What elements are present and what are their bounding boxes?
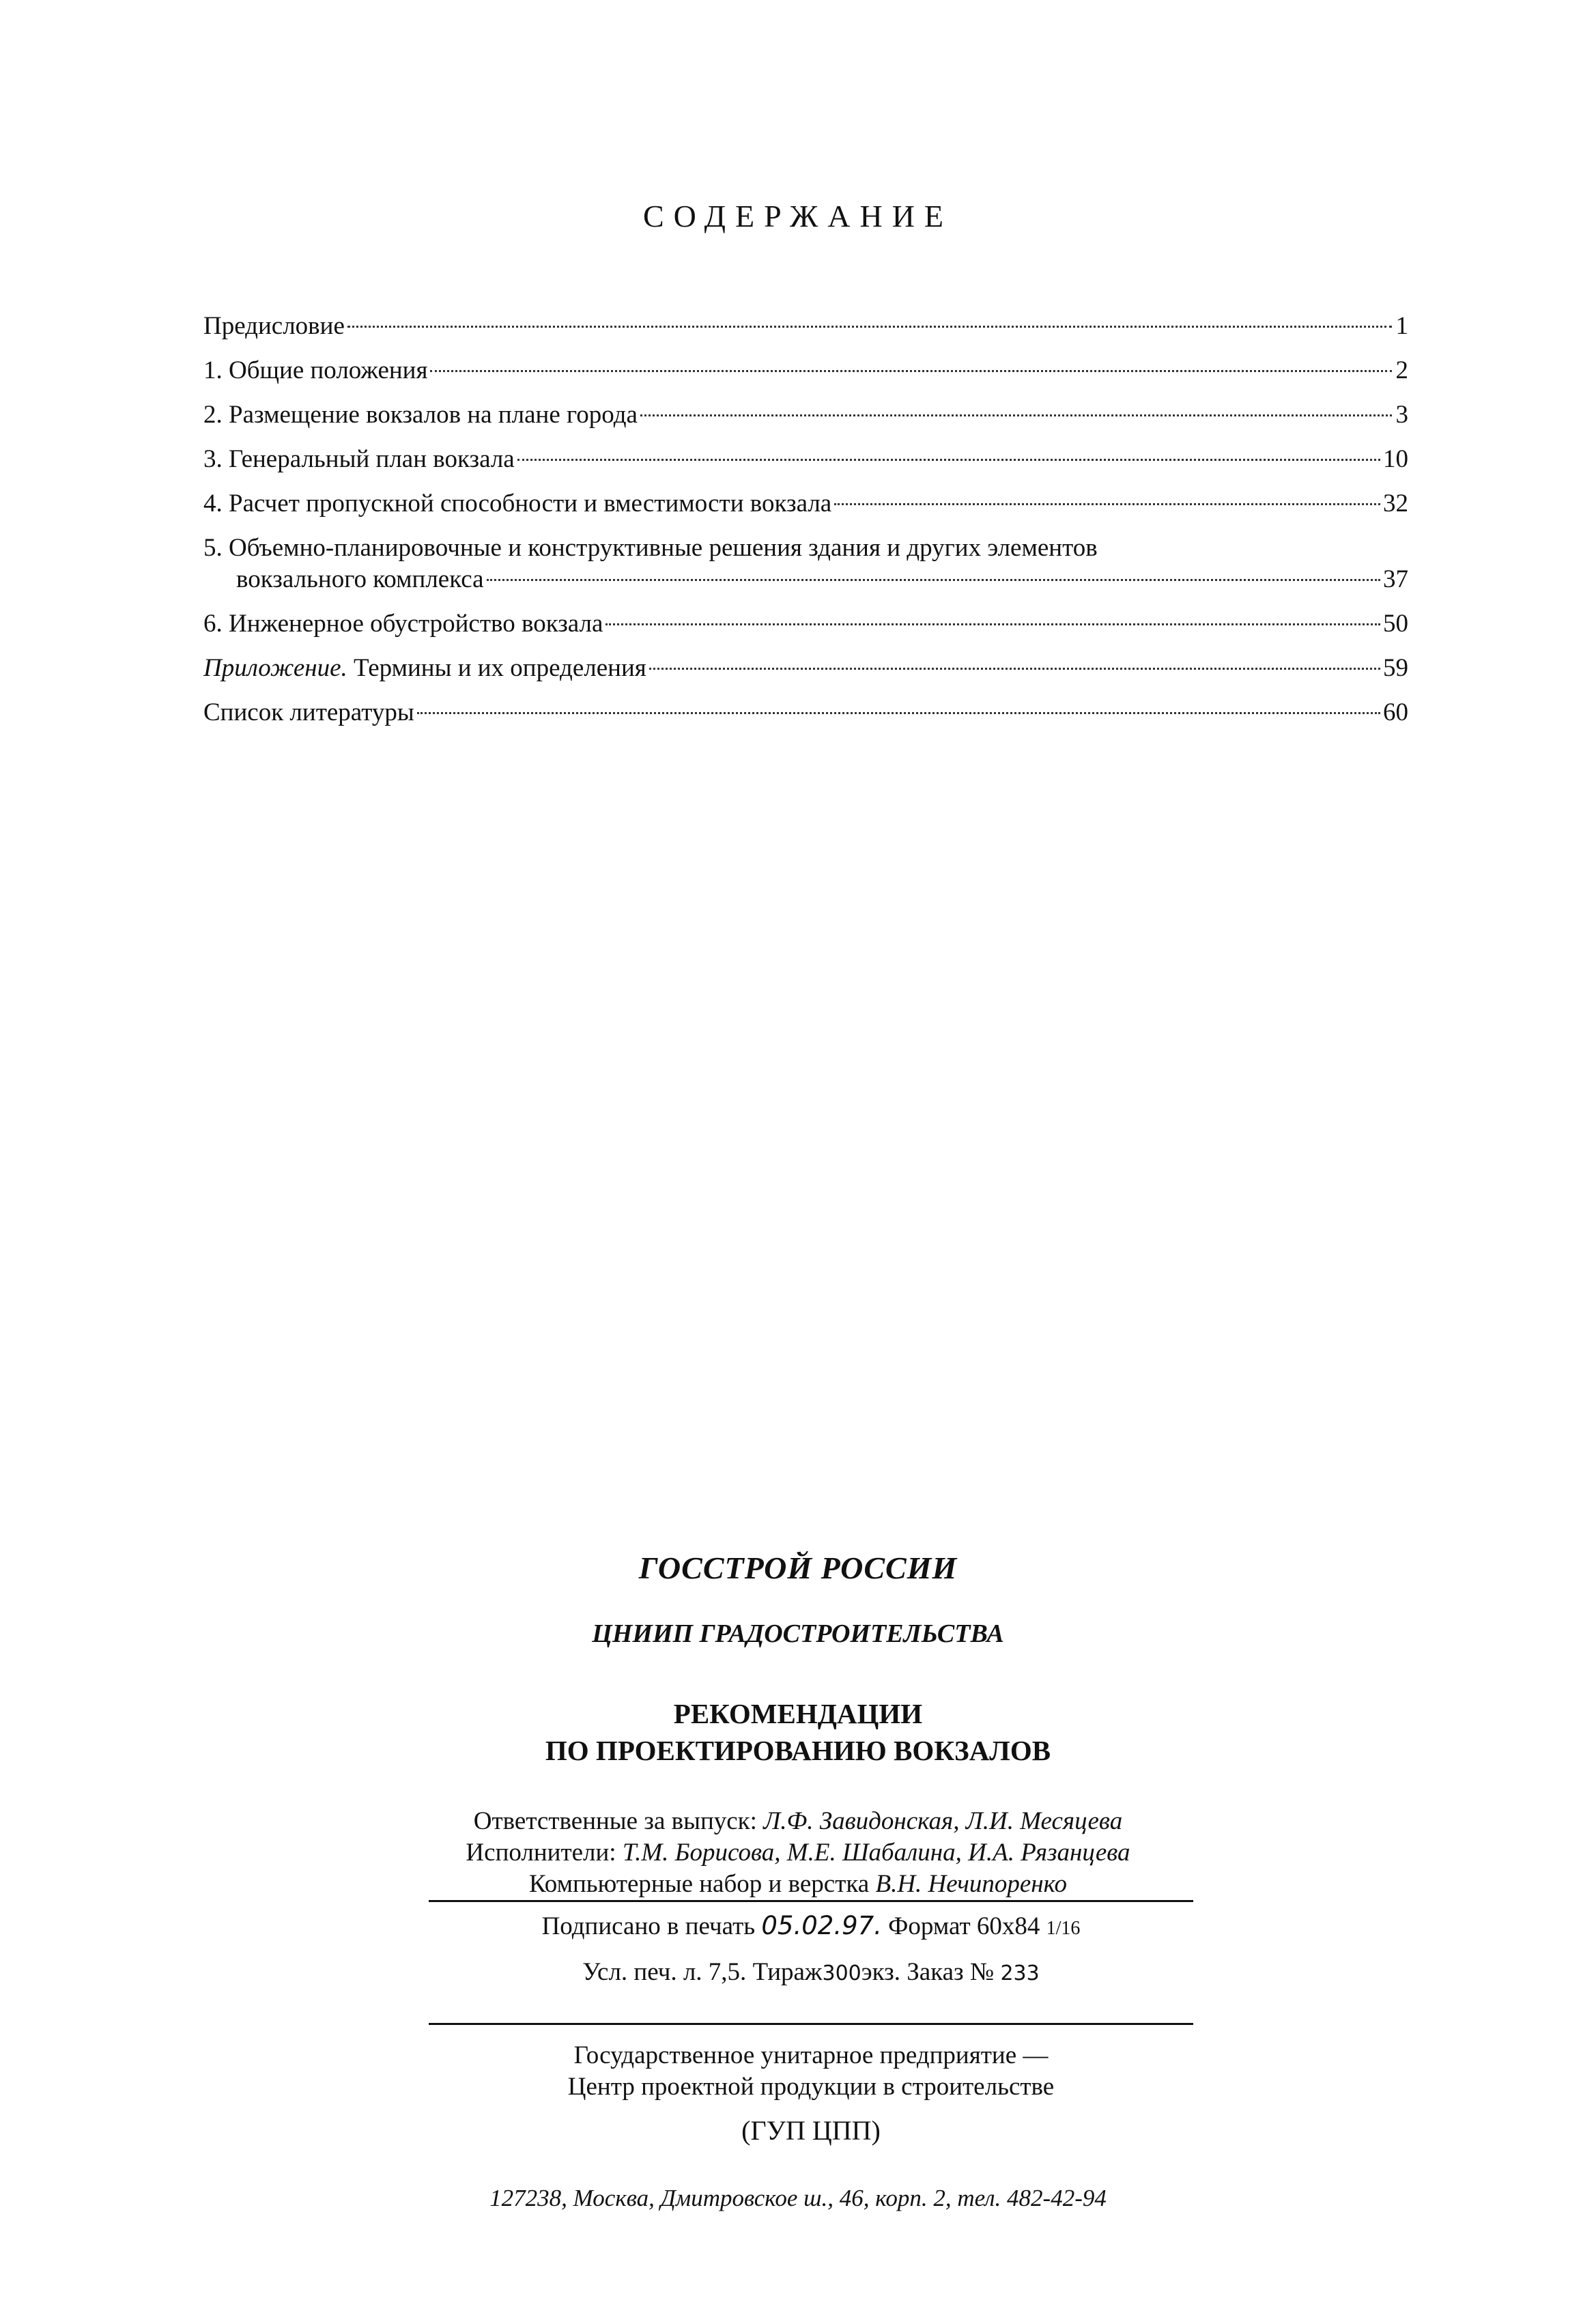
toc-entry — [203, 533, 1408, 595]
toc-entry-text: 3. Генеральный план вокзала — [203, 445, 515, 473]
toc-leader-dots — [834, 503, 1380, 505]
toc-entry — [203, 653, 1408, 684]
toc-entry-text: 2. Размещение вокзалов на плане города — [203, 401, 638, 429]
toc-entry — [203, 697, 1408, 728]
toc-entry-page: 1 — [1395, 312, 1408, 340]
publisher-address: 127238, Москва, Дмитровское ш., 46, корп. 2, тел. 482-42-94 — [489, 2185, 1107, 2211]
credits-layout — [0, 1869, 1596, 1900]
layout-label: Компьютерные набор и верстка — [528, 1870, 870, 1898]
responsible-label: Ответственные за выпуск: — [473, 1807, 757, 1835]
print-sheets: Усл. печ. л. 7,5. — [582, 1958, 747, 1986]
layout-name: В.Н. Нечипоренко — [875, 1870, 1068, 1898]
publisher-abbreviation: (ГУП ЦПП) — [741, 2115, 881, 2146]
signed-label: Подписано в печать — [541, 1912, 756, 1940]
executors-names: Т.М. Борисова, М.Е. Шабалина, И.А. Рязанцева — [622, 1839, 1130, 1867]
toc-leader-dots — [640, 414, 1392, 416]
toc-leader-dots — [487, 579, 1380, 581]
order-number: 233 — [1000, 1961, 1040, 1985]
circulation-label: Тираж — [752, 1958, 823, 1986]
toc-leader-dots — [430, 370, 1392, 372]
publisher-line1: Государственное унитарное предприятие — — [573, 2041, 1049, 2069]
toc-leader-dots — [649, 668, 1380, 670]
toc-entry — [203, 355, 1408, 386]
imprint-header — [0, 1550, 1596, 1769]
responsible-names: Л.Ф. Завидонская, Л.И. Месяцева — [763, 1807, 1123, 1835]
toc-entry-text: Термины и их определения — [354, 654, 646, 682]
print-signed-row — [429, 1910, 1193, 1944]
document-title-line1: РЕКОМЕНДАЦИИ — [673, 1698, 923, 1729]
table-of-contents — [203, 311, 1408, 741]
toc-entry-page: 32 — [1383, 490, 1408, 518]
circulation-unit: экз. — [861, 1958, 900, 1986]
toc-entry — [203, 608, 1408, 640]
toc-entry-text-line2: вокзального комплекса — [236, 565, 484, 593]
institute-name: ЦНИИП ГРАДОСТРОИТЕЛЬСТВА — [592, 1619, 1004, 1648]
toc-entry-page: 37 — [1383, 565, 1408, 593]
order-label: Заказ № — [907, 1958, 995, 1986]
toc-entry-text: Список литературы — [203, 698, 414, 726]
toc-entry-page: 3 — [1395, 401, 1408, 429]
toc-entry-text: Предисловие — [203, 312, 345, 340]
organization-name: ГОССТРОЙ РОССИИ — [638, 1550, 958, 1585]
toc-entry-text: 4. Расчет пропускной способности и вместимости вокзала — [203, 490, 832, 518]
toc-entry-text-line1: 5. Объемно-планировочные и конструктивные решения здания и других элементов — [203, 534, 1098, 562]
toc-entry — [203, 444, 1408, 475]
publisher-line2: Центр проектной продукции в строительстве — [567, 2073, 1055, 2101]
toc-entry-text: 1. Общие положения — [203, 356, 428, 384]
toc-entry — [203, 399, 1408, 431]
divider-rule — [429, 2023, 1193, 2025]
document-title — [0, 1695, 1596, 1769]
toc-leader-dots — [347, 326, 1392, 328]
divider-rule — [429, 1900, 1193, 1902]
toc-entry-page: 60 — [1383, 698, 1408, 726]
print-details — [429, 1910, 1193, 2002]
credits-executors — [0, 1837, 1596, 1869]
signed-date: 05.02.97. — [761, 1911, 882, 1940]
toc-entry-page: 59 — [1383, 654, 1408, 682]
toc-title: СОДЕРЖАНИЕ — [642, 199, 954, 233]
credits — [0, 1806, 1596, 1900]
toc-entry-page: 2 — [1395, 356, 1408, 384]
toc-entry-page: 50 — [1383, 610, 1408, 638]
publisher-block — [429, 2040, 1193, 2146]
toc-entry — [203, 488, 1408, 520]
toc-leader-dots — [417, 712, 1380, 714]
executors-label: Исполнители: — [466, 1839, 616, 1867]
document-title-line2: ПО ПРОЕКТИРОВАНИЮ ВОКЗАЛОВ — [545, 1735, 1051, 1766]
toc-entry-text-wrap — [203, 653, 646, 684]
format-fraction: 1/16 — [1046, 1918, 1081, 1939]
toc-entry-page: 10 — [1383, 445, 1408, 473]
format-label: Формат 60х84 — [888, 1912, 1040, 1940]
toc-entry-prefix: Приложение. — [203, 654, 347, 682]
toc-entry-text: 6. Инженерное обустройство вокзала — [203, 610, 603, 638]
credits-responsible — [0, 1806, 1596, 1837]
circulation-value: 300 — [822, 1961, 861, 1985]
print-run-row — [429, 1957, 1193, 1989]
toc-leader-dots — [605, 623, 1380, 625]
toc-entry — [203, 311, 1408, 342]
toc-leader-dots — [517, 459, 1380, 461]
